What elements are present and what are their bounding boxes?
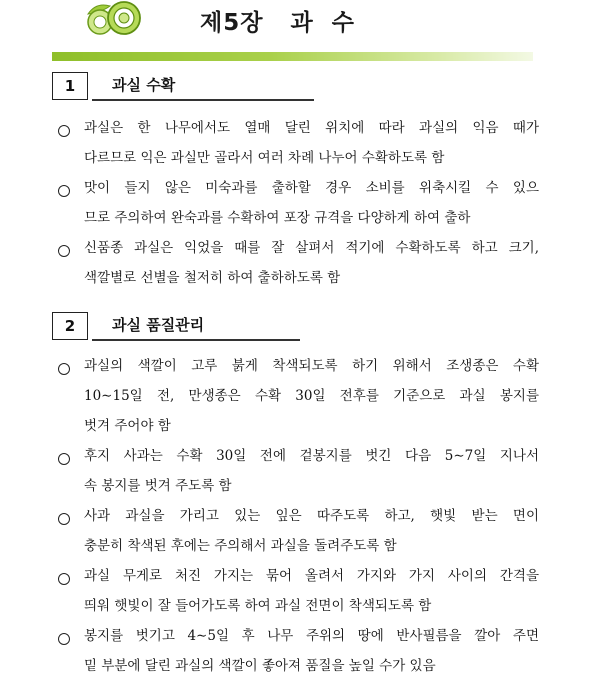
item-line: 신품종 과실은 익었을 때를 잘 살펴서 적기에 수확하도록 하고 크기, xyxy=(84,240,539,256)
item-line: 사과 과실을 가리고 있는 잎은 따주도록 하고, 햇빛 받는 면이 xyxy=(84,508,539,524)
item-line: 색깔별로 선별을 철저히 하여 출하하도록 함 xyxy=(84,270,341,286)
item-line: 과실의 색깔이 고루 붉게 착색되도록 하기 위해서 조생종은 수확 xyxy=(84,358,539,374)
section-underline xyxy=(92,339,300,341)
item-line: 다르므로 익은 과실만 골라서 여러 차례 나누어 수확하도록 함 xyxy=(84,150,445,166)
section-title: 과실 품질관리 xyxy=(112,316,205,334)
item-line: 벗겨 주어야 함 xyxy=(84,418,171,434)
item-line: 밑 부분에 달린 과실의 색깔이 좋아져 품질을 높일 수가 있음 xyxy=(84,658,436,674)
item-line: 속 봉지를 벗겨 주도록 함 xyxy=(84,478,232,494)
bullet-circle-icon xyxy=(58,363,70,375)
bullet-circle-icon xyxy=(58,513,70,525)
bullet-circle-icon xyxy=(58,185,70,197)
item-line: 과실 무게로 처진 가지는 묶어 올려서 가지와 가지 사이의 간격을 xyxy=(84,568,539,584)
item-line: 므로 주의하여 완숙과를 수확하여 포장 규격을 다양하게 하여 출하 xyxy=(84,210,471,226)
chapter-title: 제5장 과 수 xyxy=(200,10,355,36)
section-number: 2 xyxy=(52,312,88,340)
section-title: 과실 수확 xyxy=(112,76,176,94)
item-line: 과실은 한 나무에서도 열매 달린 위치에 따라 과실의 익음 때가 xyxy=(84,120,539,136)
section-number: 1 xyxy=(52,72,88,100)
item-line: 후지 사과는 수확 30일 전에 겉봉지를 벗긴 다음 5∼7일 지나서 xyxy=(84,448,539,464)
item-line: 띄워 햇빛이 잘 들어가도록 하여 과실 전면이 착색되도록 함 xyxy=(84,598,432,614)
item-line: 충분히 착색된 후에는 주의해서 과실을 돌려주도록 함 xyxy=(84,538,397,554)
bullet-circle-icon xyxy=(58,125,70,137)
item-line: 맛이 들지 않은 미숙과를 출하할 경우 소비를 위축시킬 수 있으 xyxy=(84,180,539,196)
bullet-circle-icon xyxy=(58,573,70,585)
section-underline xyxy=(92,99,314,101)
item-line: 봉지를 벗기고 4∼5일 후 나무 주위의 땅에 반사필름을 깔아 주면 xyxy=(84,628,539,644)
item-line: 10∼15일 전, 만생종은 수확 30일 전후를 기준으로 과실 봉지를 xyxy=(84,388,539,404)
title-underline-bar xyxy=(52,52,533,61)
bullet-circle-icon xyxy=(58,245,70,257)
bullet-circle-icon xyxy=(58,633,70,645)
apple-logo-icon xyxy=(82,0,152,36)
bullet-circle-icon xyxy=(58,453,70,465)
